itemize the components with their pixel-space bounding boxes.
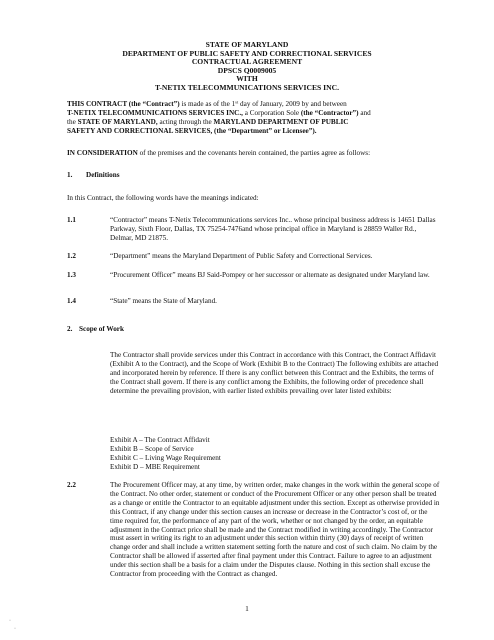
- definition-1-2-number: 1.2: [67, 252, 76, 260]
- scan-mark: ·: [9, 618, 11, 624]
- scan-mark: ·: [14, 626, 16, 632]
- exhibit-b: Exhibit B – Scope of Service: [110, 444, 194, 453]
- intro-line-2: T-NETIX TELECOMMUNICATIONS SERVICES INC., a Corporation Sole (the “Contractor”) and: [67, 109, 371, 117]
- contract-header: [0, 41, 494, 93]
- intro-line-3: the STATE OF MARYLAND, acting through the MARYLAND DEPARTMENT OF PUBLIC: [67, 118, 349, 126]
- definition-1-4-text: “State” means the State of Maryland.: [110, 297, 217, 305]
- section-1-number: 1.: [67, 171, 73, 179]
- section-2-2-text: The Procurement Officer may, at any time, by written order, make changes in the work within the general scope of the Contract. No other order, statement or conduct of the Procurement Officer or any other person shall be treated as a change or entitle the Contractor to an equitable adjustment under this section. Except as otherwise provided in this Contract, if any change under this section causes an increase or decrease in the Contractor’s cost of, or the time required for, the performance of any part of the work, whether or not changed by the order, an equitable adjustment in the Contract price shall be made and the Contract modified in writing accordingly. The Contractor must assert in writing its right to an adjustment under this section within thirty (30) days of receipt of written change order and shall include a written statement setting forth the nature and cost of such claim. No claim by the Contractor shall be allowed if asserted after final payment under this Contract. Failure to agree to an adjustment under this section shall be a basis for a claim under the Disputes clause. Nothing in this section shall excuse the Contractor from proceeding with the Contract as changed.: [110, 481, 440, 579]
- exhibit-d: Exhibit D – MBE Requirement: [110, 462, 200, 471]
- consideration-clause: IN CONSIDERATION of the premises and the covenants herein contained, the parties agree as follows:: [67, 149, 371, 157]
- exhibit-c: Exhibit C – Living Wage Requirement: [110, 453, 221, 462]
- definition-1-4-number: 1.4: [67, 297, 76, 305]
- definition-1-3-text: “Procurement Officer” means BJ Said-Pompey or her successor or alternate as designated under Maryland law.: [110, 271, 430, 279]
- section-2-2-number: 2.2: [67, 481, 76, 489]
- definitions-lead: In this Contract, the following words have the meanings indicated:: [67, 194, 259, 202]
- header-contract-number: DPSCS Q0009005: [217, 65, 277, 75]
- intro-line-4: SAFETY AND CORRECTIONAL SERVICES, (the “Department” or Licensee”).: [67, 127, 317, 135]
- section-1-title: Definitions: [86, 171, 120, 179]
- header-contractor: T-NETIX TELECOMMUNICATIONS SERVICES INC.: [155, 82, 339, 92]
- header-agreement: CONTRACTUAL AGREEMENT: [191, 57, 303, 67]
- header-department: DEPARTMENT OF PUBLIC SAFETY AND CORRECTIONAL SERVICES: [122, 48, 372, 58]
- header-with: WITH: [236, 74, 258, 84]
- intro-line-1: THIS CONTRACT (the “Contract”) is made as of the 1st day of January, 2009 by and between: [67, 99, 347, 108]
- page-number: 1: [245, 604, 249, 613]
- scope-of-work-body: The Contractor shall provide services under this Contract in accordance with this Contract, the Contract Affidavit (Exhibit A to the Contract), and the Scope of Work (Exhibit B to the Contract) The following exhibits are attached and incorporated herein by reference. If there is any conflict between this Contract and the Exhibits, the terms of the Contract shall govern. If there is any conflict among the Exhibits, the following order of precedence shall determine the prevailing provision, with earlier listed exhibits prevailing over later listed exhibits:: [110, 351, 439, 395]
- section-2-title: Scope of Work: [79, 325, 124, 333]
- header-state: STATE OF MARYLAND: [205, 40, 289, 49]
- definition-1-1-text: “Contractor” means T-Netix Telecommunications services Inc.. whose principal business address is 14651 Dallas Parkway, Sixth Floor, Dallas, TX 75254-7476and whose principal office in Maryland is 28859 Waller Rd., Delmar, MD 21875.: [110, 216, 436, 242]
- definition-1-2-text: “Department” means the Maryland Department of Public Safety and Correctional Services.: [110, 252, 373, 260]
- definition-1-3-number: 1.3: [67, 271, 76, 279]
- exhibit-a: Exhibit A – The Contract Affidavit: [110, 436, 210, 444]
- section-2-number: 2.: [67, 325, 73, 333]
- definition-1-1-number: 1.1: [67, 216, 76, 224]
- exhibit-list: [110, 436, 221, 472]
